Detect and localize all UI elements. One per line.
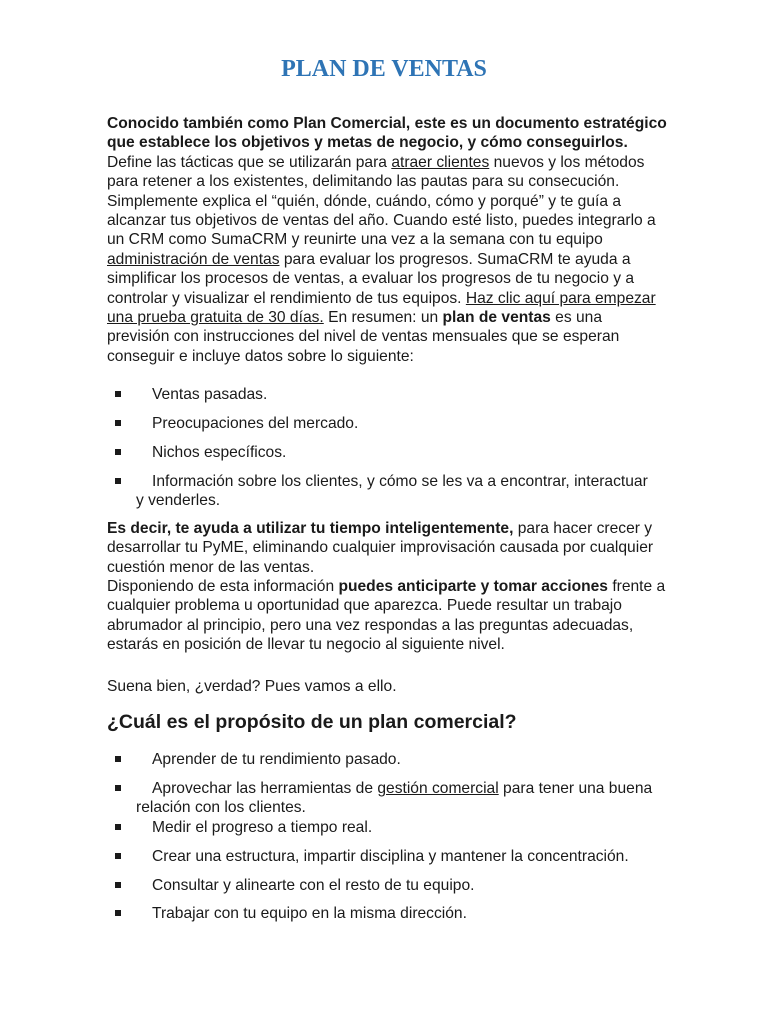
page-title: PLAN DE VENTAS bbox=[281, 56, 487, 82]
intro-paragraph bbox=[107, 114, 667, 366]
link-atraer-clientes[interactable]: atraer clientes bbox=[391, 153, 490, 171]
paragraph-tiempo bbox=[107, 519, 667, 577]
list-item: Información sobre los clientes, y cómo se les va a encontrar, interactuar y venderles. bbox=[115, 472, 655, 511]
bullet-icon bbox=[115, 391, 121, 397]
bullet-icon bbox=[115, 882, 121, 888]
list-item: Trabajar con tu equipo en la misma dirección. bbox=[115, 904, 655, 923]
paragraph-anticiparte bbox=[107, 577, 667, 655]
list-item: Aprender de tu rendimiento pasado. bbox=[115, 750, 655, 769]
intro-bold-lead: Conocido también como Plan Comercial, este es un documento estratégico que establece los objetivos y metas de negocio, y cómo conseguirlos. bbox=[107, 115, 667, 152]
list-item: Nichos específicos. bbox=[115, 443, 655, 462]
list-item: Medir el progreso a tiempo real. bbox=[115, 818, 655, 837]
intro-text-2: nuevos y los métodos para retener a los existentes, delimitando las pautas para su consecución. Simplemente explica el “quién, dónde, cuándo, cómo y porqué” y te guía a alcanzar tus objetivos de ventas del año. Cuando esté listo, puedes integrarlo a un CRM como SumaCRM y reunirte una vez a la semana con tu equipo bbox=[107, 153, 656, 249]
bullet-icon bbox=[115, 449, 121, 455]
list-item: Preocupaciones del mercado. bbox=[115, 414, 655, 433]
bullet-icon bbox=[115, 910, 121, 916]
intro-text-3: para evaluar los progresos. SumaCRM te ayuda a simplificar los procesos de ventas, a evaluar los progresos de tu negocio y a controlar y visualizar el rendimiento de tus equipos. bbox=[107, 250, 634, 307]
bullet-icon bbox=[115, 756, 121, 762]
bullet-icon bbox=[115, 785, 121, 791]
para3-text-1: Disponiendo de esta información bbox=[107, 578, 339, 595]
link-prueba-gratuita[interactable]: Haz clic aquí para empezar una prueba gratuita de 30 días. bbox=[107, 289, 656, 327]
paragraph-suena-bien: Suena bien, ¿verdad? Pues vamos a ello. bbox=[107, 678, 397, 695]
list-item: Consultar y alinearte con el resto de tu equipo. bbox=[115, 876, 655, 895]
link-administracion-ventas[interactable]: administración de ventas bbox=[107, 250, 280, 268]
para2-bold: Es decir, te ayuda a utilizar tu tiempo inteligentemente, bbox=[107, 520, 514, 537]
intro-text-1: Define las tácticas que se utilizarán para bbox=[107, 153, 392, 171]
bullet-icon bbox=[115, 824, 121, 830]
bullet-icon bbox=[115, 420, 121, 426]
list-item: Ventas pasadas. bbox=[115, 385, 655, 404]
para3-bold: puedes anticiparte y tomar acciones bbox=[338, 578, 608, 595]
list-item: Crear una estructura, impartir disciplina y mantener la concentración. bbox=[115, 847, 655, 866]
para3-text-2: frente a cualquier problema u oportunidad que aparezca. Puede resultar un trabajo abrumador al principio, pero una vez respondas a las preguntas adecuadas, estarás en posición de llevar tu negocio al siguiente nivel. bbox=[107, 578, 666, 654]
bullet-icon bbox=[115, 478, 121, 484]
intro-text-5: es una previsión con instrucciones del nivel de ventas mensuales que se esperan conseguir e incluye datos sobre lo siguiente: bbox=[107, 309, 620, 365]
section-heading-proposito: ¿Cuál es el propósito de un plan comercial? bbox=[107, 711, 517, 733]
list-item: Aprovechar las herramientas de gestión comercial para tener una buena relación con los clientes. bbox=[115, 779, 655, 818]
para2-text: para hacer crecer y desarrollar tu PyME, eliminando cualquier improvisación causada por cualquier cuestión menor de las ventas. bbox=[107, 520, 654, 576]
intro-bold-plan: plan de ventas bbox=[442, 309, 551, 327]
intro-text-4: En resumen: un bbox=[323, 309, 443, 327]
link-gestion-comercial[interactable]: gestión comercial bbox=[377, 780, 499, 797]
bullet-icon bbox=[115, 853, 121, 859]
